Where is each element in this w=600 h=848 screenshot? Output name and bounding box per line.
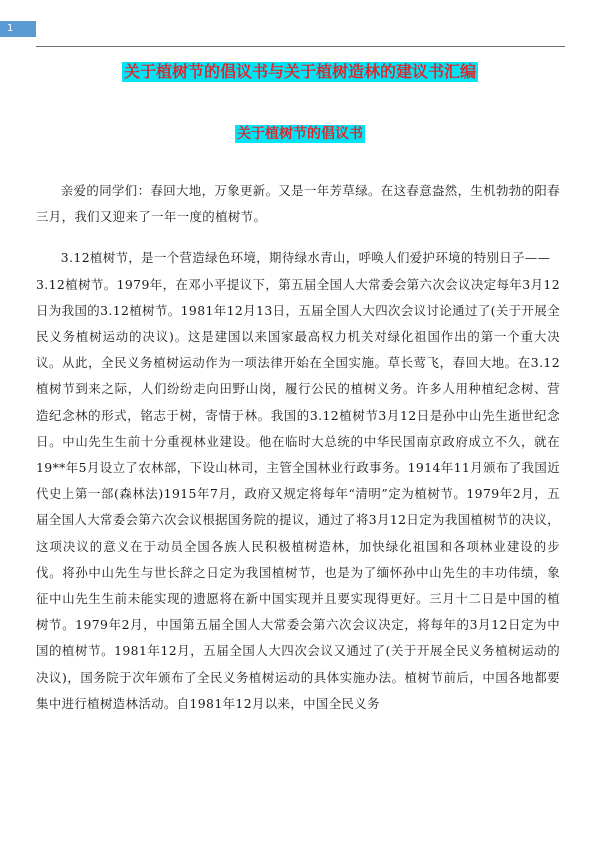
paragraph-greeting: 亲爱的同学们：春回大地，万象更新。又是一年芳草绿。在这春意盎然，生机勃勃的阳春三月，我们又迎来了一年一度的植树节。 xyxy=(36,183,560,225)
page-number: 1 xyxy=(7,23,14,34)
paragraph-intro: 3.12植树节，是一个营造绿色环境，期待绿水青山，呼唤人们爱护环境的特别日子—— xyxy=(60,250,551,266)
page-number-badge xyxy=(0,21,36,37)
section-title-row xyxy=(0,123,600,143)
document-title-row xyxy=(0,62,600,82)
header-divider xyxy=(36,46,565,47)
paragraph-history: 3.12植树节。1979年，在邓小平提议下，第五届全国人大常委会第六次会议决定每年3月12日为我国的3.12植树节。1981年12月13日，五届全国人大四次会议讨论通过了(关于开展全民义务植树运动的决议)。这是建国以来国家最高权力机关对绿化祖国作出的第一个重大决议。从此，全民义务植树运动作为一项法律开始在全国实施。草长莺飞，春回大地。在3.12植树节到来之际，人们纷纷走向田野山岗，履行公民的植树义务。许多人用种植纪念树、营造纪念林的形式，铭志于树，寄情于林。我国的3.12植树节3月12日是孙中山先生逝世纪念日。中山先生生前十分重视林业建设。他在临时大总统的中华民国南京政府成立不久，就在19**年5月设立了农林部，下设山林司，主管全国林业行政事务。1914年11月颁布了我国近代史上第一部(森林法)1915年7月，政府又规定将每年“清明”定为植树节。1979年2月，五届全国人大常委会第六次会议根据国务院的提议，通过了将3月12日定为我国植树节的决议，这项决议的意义在于动员全国各族人民积极植树造林，加快绿化祖国和各项林业建设的步伐。将孙中山先生与世长辞之日定为我国植树节，也是为了缅怀孙中山先生的丰功伟绩，象征中山先生生前未能实现的遗愿将在新中国实现并且要实现得更好。三月十二日是中国的植树节。1979年2月，中国第五届全国人大常委会第六次会议决定，将每年的3月12日定为中国的植树节。1981年12月，五届全国人大四次会议又通过了(关于开展全民义务植树运动的决议)，国务院于次年颁布了全民义务植树运动的具体实施办法。植树节前后，中国各地都要集中进行植树造林活动。自1981年12月以来，中国全民义务 xyxy=(36,276,560,711)
document-body xyxy=(36,178,560,717)
section-title: 关于植树节的倡议书 xyxy=(237,126,363,142)
document-title: 关于植树节的倡议书与关于植树造林的建议书汇编 xyxy=(123,62,476,81)
